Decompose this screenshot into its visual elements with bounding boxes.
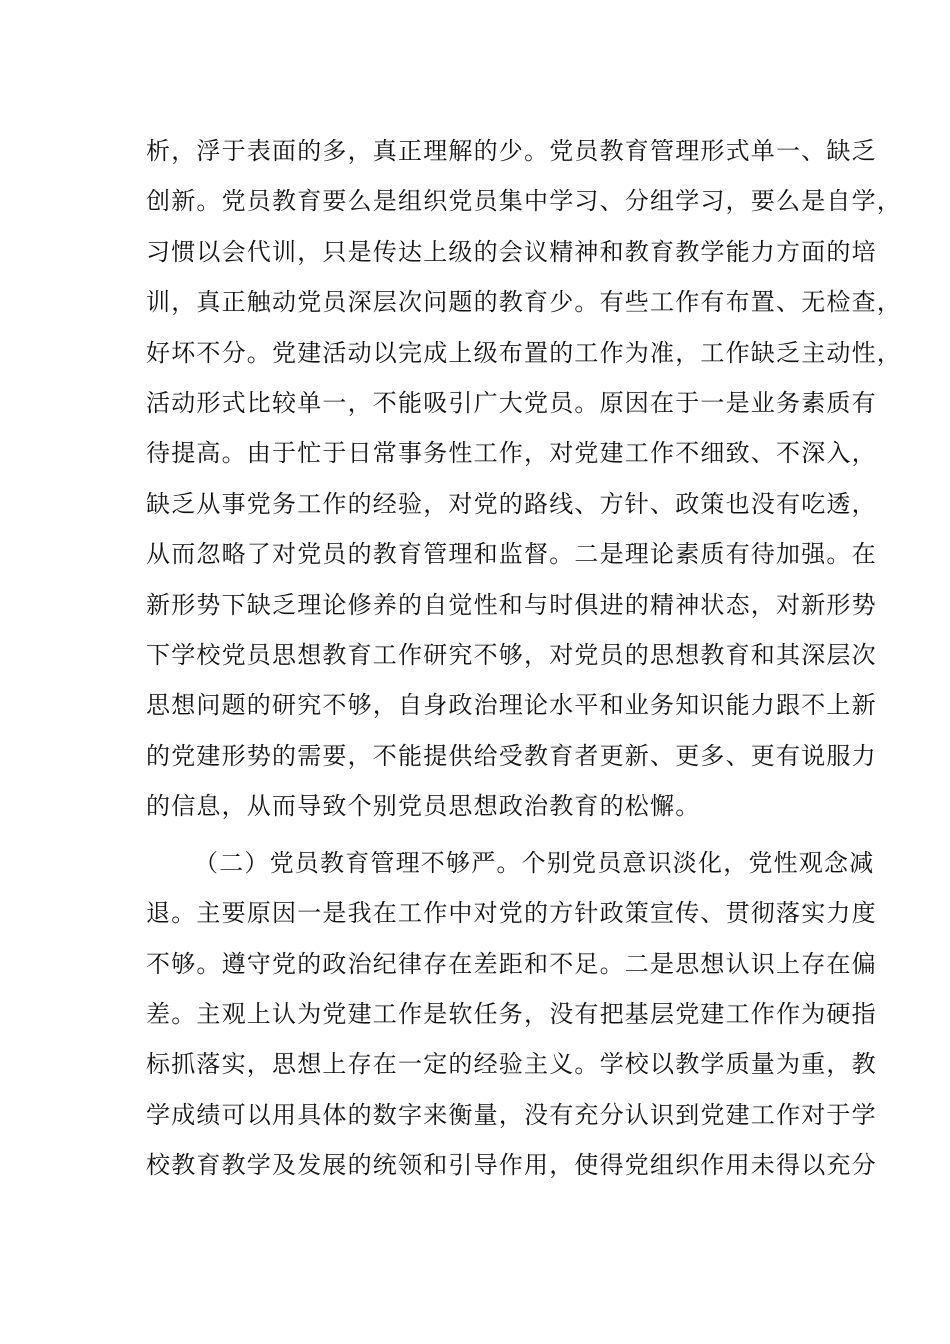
paragraph-2-line-5: 标抓落实，思想上存在一定的经验主义。学校以教学质量为重，教	[146, 1050, 877, 1078]
paragraph-1-line-10: 新形势下缺乏理论修养的自觉性和与时俱进的精神状态，对新形势	[146, 591, 877, 619]
paragraph-1-line-4: 训，真正触动党员深层次问题的教育少。有些工作有布置、无检查，	[146, 288, 902, 316]
paragraph-1-line-11: 下学校党员思想教育工作研究不够，对党员的思想教育和其深层次	[146, 641, 877, 669]
paragraph-2-line-3: 不够。遵守党的政治纪律存在差距和不足。二是思想认识上存在偏	[146, 950, 877, 978]
paragraph-1-line-8: 缺乏从事党务工作的经验，对党的路线、方针、政策也没有吃透，	[146, 490, 877, 518]
paragraph-2-line-6: 学成绩可以用具体的数字来衡量，没有充分认识到党建工作对于学	[146, 1101, 877, 1129]
paragraph-1-line-9: 从而忽略了对党员的教育管理和监督。二是理论素质有待加强。在	[146, 540, 877, 568]
paragraph-1-line-3: 习惯以会代训，只是传达上级的会议精神和教育教学能力方面的培	[146, 238, 877, 266]
paragraph-1-line-13: 的党建形势的需要，不能提供给受教育者更新、更多、更有说服力	[146, 742, 877, 770]
paragraph-1-line-7: 待提高。由于忙于日常事务性工作，对党建工作不细致、不深入，	[146, 439, 877, 467]
paragraph-1-line-2: 创新。党员教育要么是组织党员集中学习、分组学习，要么是自学，	[146, 187, 902, 215]
paragraph-1-line-1: 析，浮于表面的多，真正理解的少。党员教育管理形式单一、缺乏	[146, 137, 877, 165]
paragraph-1-line-5: 好坏不分。党建活动以完成上级布置的工作为准，工作缺乏主动性，	[146, 339, 902, 367]
paragraph-1-line-6: 活动形式比较单一，不能吸引广大党员。原因在于一是业务素质有	[146, 389, 877, 417]
paragraph-2-line-2: 退。主要原因一是我在工作中对党的方针政策宣传、贯彻落实力度	[146, 899, 877, 927]
paragraph-1-line-12: 思想问题的研究不够，自身政治理论水平和业务知识能力跟不上新	[146, 691, 877, 719]
paragraph-1-line-14: 的信息，从而导致个别党员思想政治教育的松懈。	[146, 792, 701, 820]
paragraph-2-line-4: 差。主观上认为党建工作是软任务，没有把基层党建工作作为硬指	[146, 1000, 877, 1028]
paragraph-2-line-1: （二）党员教育管理不够严。个别党员意识淡化，党性观念减	[194, 849, 875, 877]
paragraph-2-line-7: 校教育教学及发展的统领和引导作用，使得党组织作用未得以充分	[146, 1151, 877, 1179]
